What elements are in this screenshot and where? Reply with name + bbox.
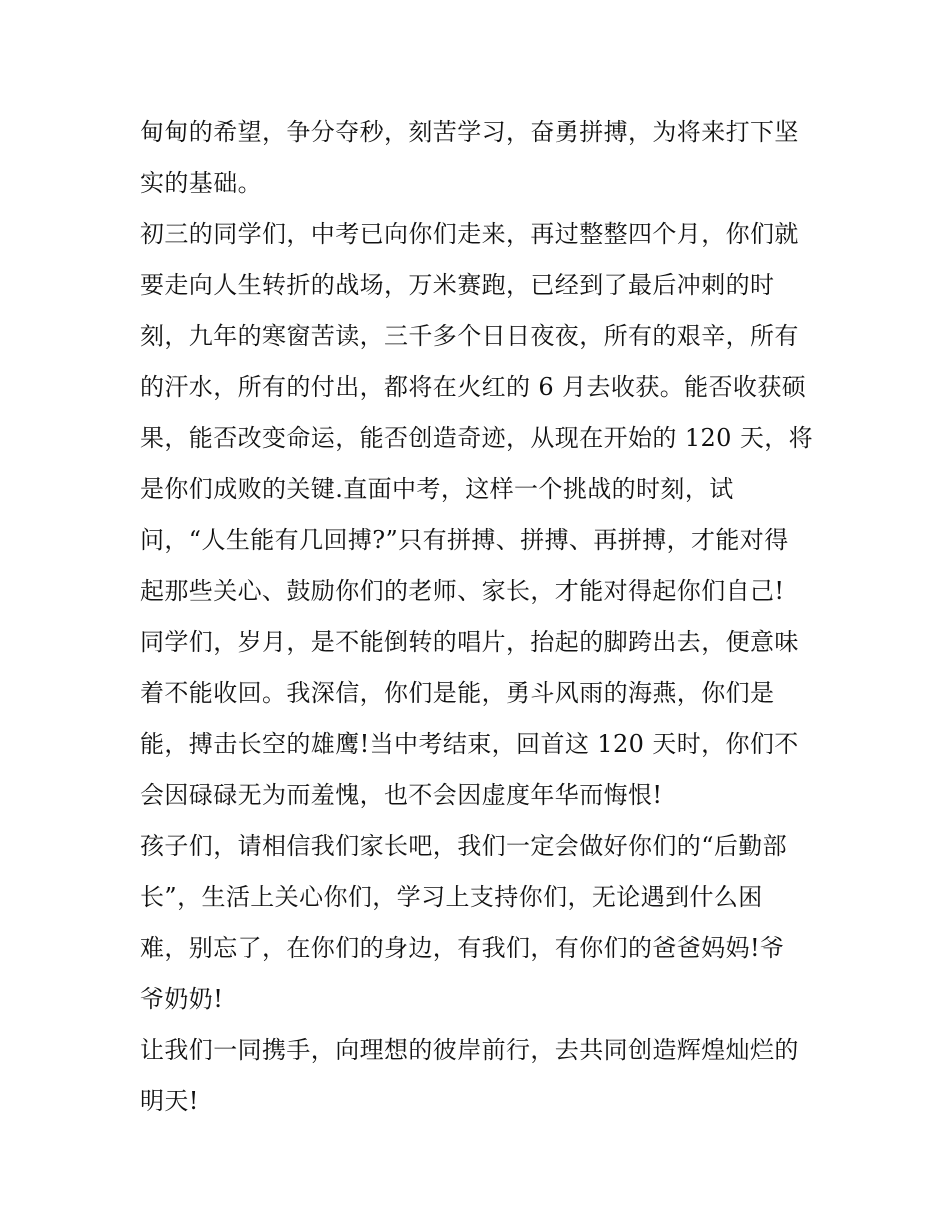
text-line: 起那些关心、鼓励你们的老师、家长，才能对得起你们自己!: [140, 577, 785, 605]
text-line: 会因碌碌无为而羞愧，也不会因虚度年华而悔恨!: [140, 781, 663, 809]
text-line: 难，别忘了，在你们的身边，有我们，有你们的爸爸妈妈!爷: [140, 934, 785, 962]
text-line: 让我们一同携手，向理想的彼岸前行，去共同创造辉煌灿烂的: [140, 1036, 799, 1064]
text-line: 孩子们，请相信我们家长吧，我们一定会做好你们的“后勤部: [140, 832, 788, 860]
text-line: 同学们，岁月，是不能倒转的唱片，抬起的脚跨出去，便意味: [140, 628, 799, 656]
text-line: 爷奶奶!: [140, 985, 224, 1013]
text-line: 能，搏击长空的雄鹰!当中考结束，回首这 120 天时，你们不: [140, 730, 799, 758]
text-line: 是你们成败的关键.直面中考，这样一个挑战的时刻，试: [140, 475, 734, 503]
text-line: 刻，九年的寒窗苦读，三千多个日日夜夜，所有的艰辛，所有: [140, 322, 799, 350]
text-line: 着不能收回。我深信，你们是能，勇斗风雨的海燕，你们是: [140, 679, 775, 707]
text-line: 初三的同学们，中考已向你们走来，再过整整四个月，你们就: [140, 220, 799, 248]
body-text: [140, 107, 840, 1127]
text-line: 实的基础。: [140, 169, 262, 197]
text-line: 问，“人生能有几回搏?”只有拼搏、拼搏、再拼搏，才能对得: [140, 526, 789, 554]
text-line: 的汗水，所有的付出，都将在火红的 6 月去收获。能否收获硕: [140, 373, 807, 401]
text-line: 甸甸的希望，争分夺秒，刻苦学习，奋勇拼搏，为将来打下坚: [140, 118, 799, 146]
text-line: 要走向人生转折的战场，万米赛跑，已经到了最后冲刺的时: [140, 271, 775, 299]
text-line: 明天!: [140, 1087, 199, 1115]
text-line: 果，能否改变命运，能否创造奇迹，从现在开始的 120 天，将: [140, 424, 814, 452]
text-line: 长”，生活上关心你们，学习上支持你们，无论遇到什么困: [140, 883, 763, 911]
